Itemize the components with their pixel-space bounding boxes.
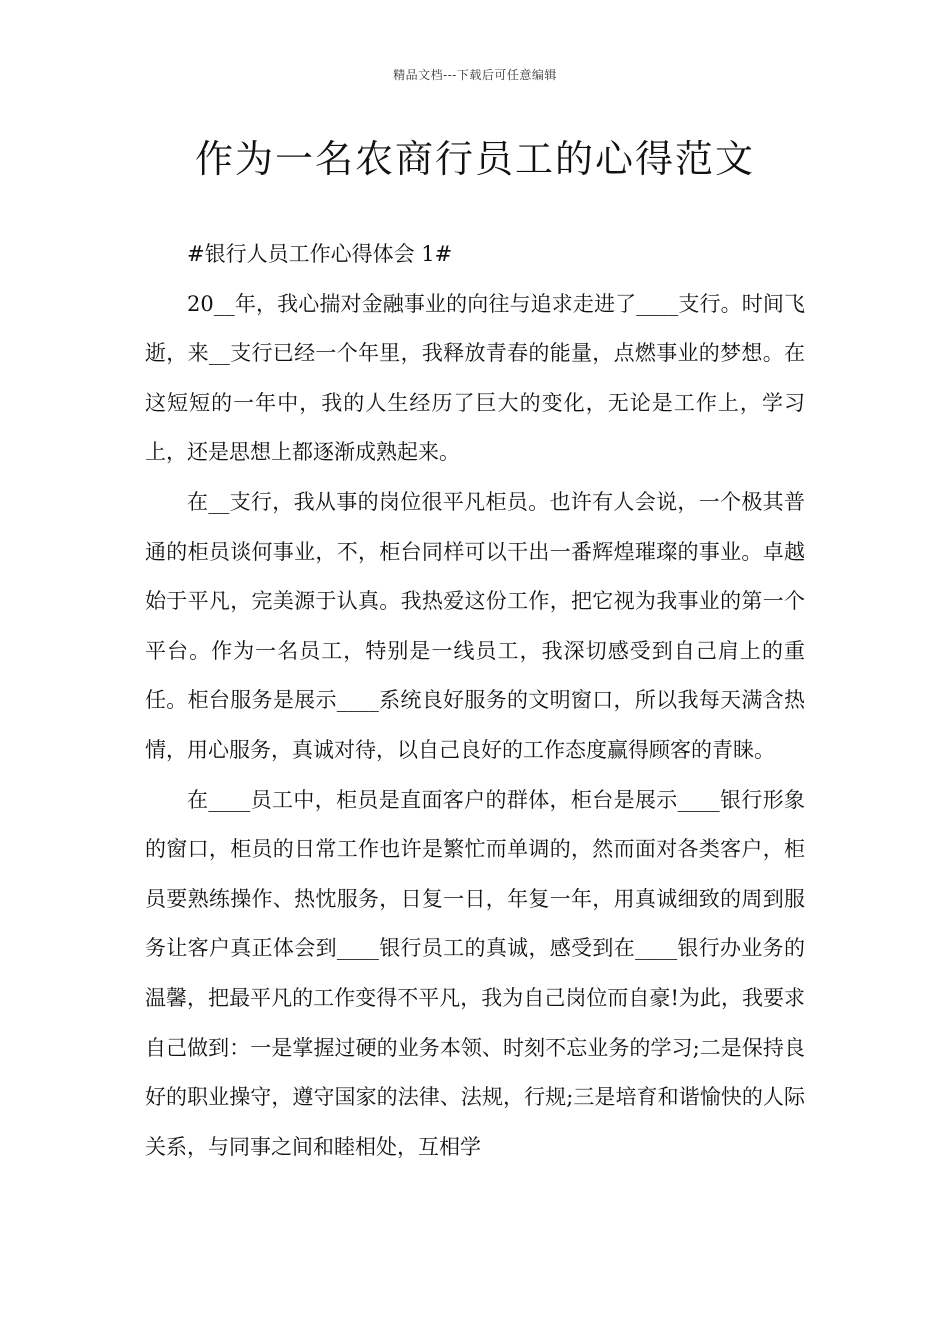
header-note: 精品文档---下载后可任意编辑 bbox=[393, 68, 557, 82]
section-heading: #银行人员工作心得体会 1# bbox=[187, 242, 453, 266]
paragraph: 在____员工中，柜员是直面客户的群体，柜台是展示____银行形象的窗口，柜员的日常工作也许是繁忙而单调的，然而面对各类客户，柜员要熟练操作、热忱服务，日复一日，年复一年，用真诚细致的周到服务让客户真正体会到____银行员工的真诚，感受到在____银行办业务的温馨，把最平凡的工作变得不平凡，我为自己岗位而自豪!为此，我要求自己做到：一是掌握过硬的业务本领、时刻不忘业务的学习;二是保持良好的职业操守，遵守国家的法律、法规，行规;三是培育和谐愉快的人际关系，与同事之间和睦相处，互相学 bbox=[145, 787, 805, 1159]
document-title: 作为一名农商行员工的心得范文 bbox=[194, 137, 755, 181]
paragraph: 在__支行，我从事的岗位很平凡柜员。也许有人会说，一个极其普通的柜员谈何事业，不，柜台同样可以干出一番辉煌璀璨的事业。卓越始于平凡，完美源于认真。我热爱这份工作，把它视为我事业的第一个平台。作为一名员工，特别是一线员工，我深切感受到自己肩上的重任。柜台服务是展示____系统良好服务的文明窗口，所以我每天满含热情，用心服务，真诚对待，以自己良好的工作态度赢得顾客的青睐。 bbox=[145, 489, 805, 762]
document-body bbox=[145, 230, 805, 1172]
paragraph: 20__年，我心揣对金融事业的向往与追求走进了____支行。时间飞逝，来__支行已经一个年里，我释放青春的能量，点燃事业的梦想。在这短短的一年中，我的人生经历了巨大的变化，无论是工作上，学习上，还是思想上都逐渐成熟起来。 bbox=[145, 291, 805, 465]
